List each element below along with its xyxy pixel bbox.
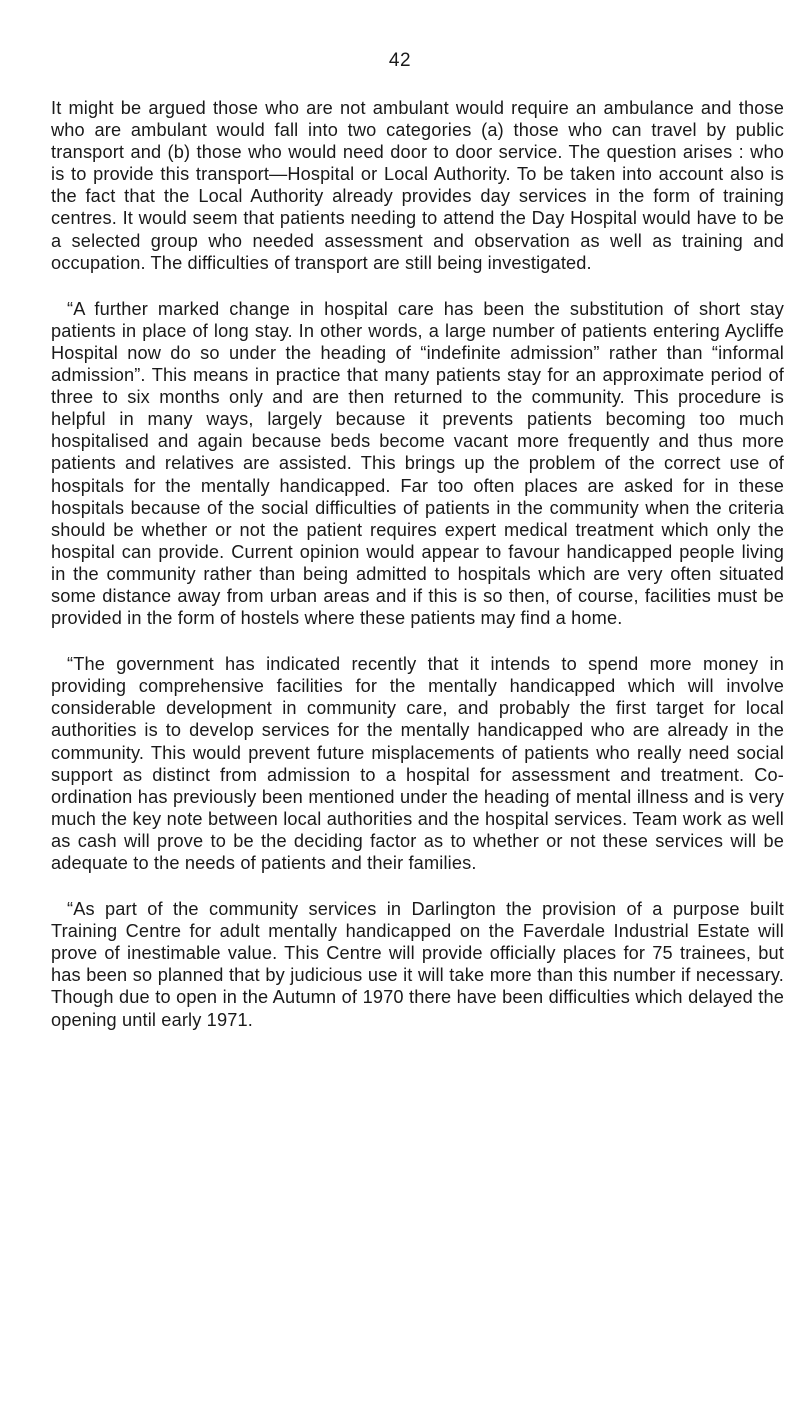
page-number: 42	[388, 50, 412, 71]
paragraph-transport: It might be argued those who are not ambulant would require an ambulance and those who are ambulant would fall into two categories (a) those who can travel by public transport and (b) those who would need door to door service. The question arises : who is to provide this transport—Hospital or Local Authority. To be taken into account also is the fact that the Local Authority already provides day services in the form of training centres. It would seem that patients needing to attend the Day Hospital would have to be a selected group who needed assessment and observation as well as training and occupation. The difficulties of transport are still being investigated.	[51, 98, 784, 273]
paragraph-government: “The government has indicated recently that it intends to spend more money in providing comprehensive facilities for the mentally handicapped which will involve considerable development in community care, and probably the first target for local authorities is to develop services for the mentally handicapped who are already in the community. This would prevent future misplacements of patients who really need social support as distinct from admission to a hospital for assessment and treatment. Co-ordination has previously been mentioned under the heading of mental illness and is very much the key note between local authorities and the hospital services. Team work as well as cash will prove to be the deciding factor as to whether or not these services will be adequate to the needs of patients and their families.	[51, 654, 784, 873]
document-body	[51, 97, 784, 1055]
paragraph-short-stay: “A further marked change in hospital care has been the substitution of short stay patients in place of long stay. In other words, a large number of patients entering Aycliffe Hospital now do so under the heading of “indefinite admission” rather than “informal admission”. This means in practice that many patients stay for an approximate period of three to six months only and are then returned to the community. This procedure is helpful in many ways, largely because it prevents patients becoming too much hospitalised and again because beds become vacant more frequently and thus more patients and relatives are assisted. This brings up the problem of the correct use of hospitals for the mentally handicapped. Far too often places are asked for in these hospitals because of the social difficulties of patients in the community when the criteria should be whether or not the patient requires expert medical treatment which only the hospital can provide. Current opinion would appear to favour handicapped people living in the community rather than being admitted to hospitals which are very often situated some distance away from urban areas and if this is so then, of course, facilities must be provided in the form of hostels where these patients may find a home.	[51, 298, 784, 629]
paragraph-darlington: “As part of the community services in Darlington the provision of a purpose built Training Centre for adult mentally handicapped on the Faverdale Industrial Estate will prove of inestimable value. This Centre will provide officially places for 75 trainees, but has been so planned that by judicious use it will take more than this number if necessary. Though due to open in the Autumn of 1970 there have been difficulties which delayed the opening until early 1971.	[51, 899, 784, 1030]
